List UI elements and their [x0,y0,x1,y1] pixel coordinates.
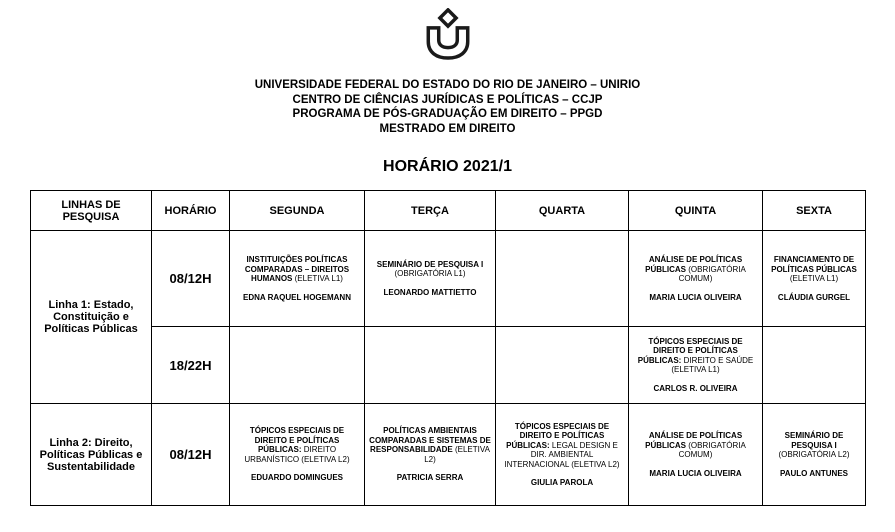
class-cell-terca [365,231,496,327]
course-title: TÓPICOS ESPECIAIS DE DIREITO E POLÍTICAS PÚBLICAS: [637,336,743,365]
course-title: INSTITUIÇÕES POLÍTICAS COMPARADAS – DIREITOS HUMANOS [244,255,350,283]
professor-name: CLÁUDIA GURGEL [777,292,851,302]
professor-name: PATRICIA SERRA [396,473,464,483]
class-cell-quinta [629,404,763,506]
col-header-linhas-de-pesquisa: LINHAS DE PESQUISA [31,191,152,231]
course-title: POLÍTICAS AMBIENTAIS COMPARADAS E SISTEMAS DE RESPONSABILIDADE [369,426,491,455]
class-cell-terca-empty [365,327,496,404]
professor-name: MARIA LUCIA OLIVEIRA [649,468,742,478]
program-name: PROGRAMA DE PÓS-GRADUAÇÃO EM DIREITO – PPGD [292,108,603,120]
course-title: ANÁLISE DE POLÍTICAS PÚBLICAS [645,431,743,450]
linha2-label: Linha 2: Direito, Políticas Públicas e Sustentabilidade [31,404,152,506]
center-name: CENTRO DE CIÊNCIAS JURÍDICAS E POLÍTICAS – CCJP [292,93,603,106]
course-title: SEMINÁRIO DE PESQUISA I [376,259,484,269]
horario-cell: 18/22H [152,327,230,404]
degree-name: MESTRADO EM DIREITO [379,122,516,135]
col-header-quinta: QUINTA [629,191,763,231]
schedule-table [30,190,866,506]
course-type: LEGAL DESIGN E DIR. AMBIENTAL INTERNACIONAL (ELETIVA L2) [504,440,620,469]
course-type: (ELETIVA L1) [294,274,343,283]
col-header-terca: TERÇA [365,191,496,231]
course-type: (ELETIVA L2) [424,445,490,464]
class-cell-quarta [496,404,629,506]
linha1-label: Linha 1: Estado, Constituição e Políticas Públicas [31,231,152,404]
col-header-horario: HORÁRIO [152,191,230,231]
professor-name: EDUARDO DOMINGUES [250,473,343,483]
col-header-segunda: SEGUNDA [230,191,365,231]
table-row [31,231,866,327]
course-title: TÓPICOS ESPECIAIS DE DIREITO E POLÍTICAS PÚBLICAS: [249,426,345,455]
professor-name: GIULIA PAROLA [530,478,594,487]
course-title: FINANCIAMENTO DE POLÍTICAS PÚBLICAS [771,255,857,274]
table-header-row [31,191,866,231]
class-cell-quarta-empty [496,327,629,404]
professor-name: LEONARDO MATTIETTO [383,287,477,297]
horario-cell: 08/12H [152,404,230,506]
class-cell-segunda [230,231,365,327]
class-cell-sexta [763,231,866,327]
course-type: DIREITO E SAÚDE (ELETIVA L1) [671,355,754,375]
col-header-sexta: SEXTA [763,191,866,231]
course-type: (OBRIGATÓRIA L2) [778,450,850,459]
course-title: ANÁLISE DE POLÍTICAS PÚBLICAS [645,255,743,274]
horario-cell: 08/12H [152,231,230,327]
course-title: SEMINÁRIO DE PESQUISA I [784,431,844,450]
unirio-logo [419,8,477,69]
course-type: (OBRIGATÓRIA COMUM) [678,440,746,459]
table-row [31,404,866,506]
institution-name: UNIVERSIDADE FEDERAL DO ESTADO DO RIO DE JANEIRO – UNIRIO [254,79,641,91]
course-type: (OBRIGATÓRIA L1) [394,269,466,279]
professor-name: EDNA RAQUEL HOGEMANN [242,292,351,302]
professor-name: CARLOS R. OLIVEIRA [653,383,738,393]
professor-name: MARIA LUCIA OLIVEIRA [649,292,742,302]
class-cell-quarta-empty [496,231,629,327]
class-cell-sexta [763,404,866,506]
course-title: TÓPICOS ESPECIAIS DE DIREITO E POLÍTICAS PÚBLICAS: [506,421,610,450]
class-cell-quinta [629,327,763,404]
professor-name: PAULO ANTUNES [780,468,848,478]
class-cell-sexta-empty [763,327,866,404]
class-cell-segunda-empty [230,327,365,404]
class-cell-terca [365,404,496,506]
class-cell-quinta [629,231,763,327]
logo-container [0,8,895,69]
course-type: (ELETIVA L1) [789,274,839,283]
schedule-container [30,190,866,506]
col-header-quarta: QUARTA [496,191,629,231]
page-title: HORÁRIO 2021/1 [383,158,512,175]
course-type: (OBRIGATÓRIA COMUM) [678,264,746,283]
course-type: DIREITO URBANÍSTICO (ELETIVA L2) [244,445,350,464]
institution-header [0,78,895,136]
class-cell-segunda [230,404,365,506]
table-row [31,327,866,404]
